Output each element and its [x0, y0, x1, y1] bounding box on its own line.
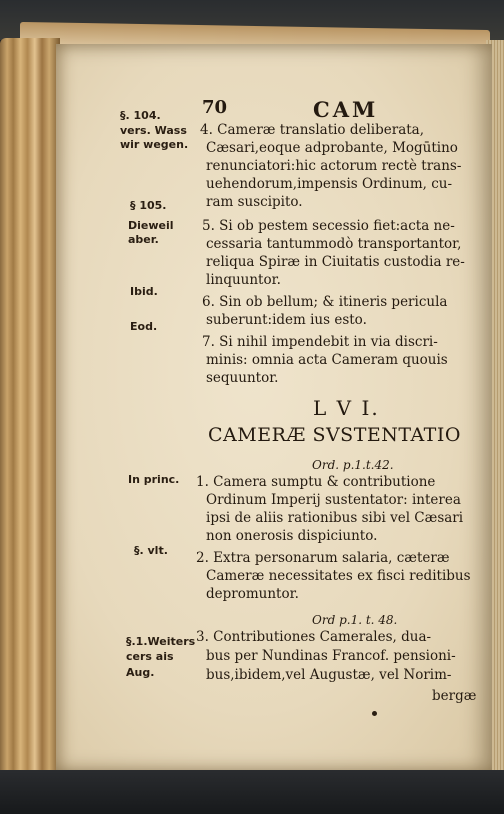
text-line: uehendorum,impensis Ordinum, cu- [206, 176, 453, 192]
text-line: 3. Contributiones Camerales, dua- [196, 629, 432, 645]
margin-note: In princ. [128, 473, 180, 486]
margin-note: §.1.Weiters [126, 635, 196, 648]
margin-note: vers. Wass [120, 124, 187, 137]
text-line: ram suscipito. [206, 194, 303, 210]
running-head: CAM [313, 97, 379, 122]
margin-note: §. 104. [120, 109, 161, 122]
text-line: suberunt:idem ius esto. [206, 312, 367, 328]
margin-note: aber. [128, 233, 159, 246]
text-line: depromuntor. [206, 586, 299, 602]
text-line: 5. Si ob pestem secessio fiet:acta ne- [202, 218, 455, 234]
margin-note: § 105. [130, 199, 167, 212]
margin-note: cers ais [126, 650, 174, 663]
text-line: sequuntor. [206, 370, 279, 386]
catchword: bergæ [432, 688, 477, 704]
section-title: CAMERÆ SVSTENTATIO [208, 424, 461, 446]
text-line: 4. Cameræ translatio deliberata, [200, 122, 425, 138]
ordinance-reference: Ord p.1. t. 48. [312, 613, 398, 627]
margin-note: Eod. [130, 320, 158, 333]
text-line: cessaria tantummodò transportantor, [206, 236, 462, 252]
book-spine [0, 38, 60, 780]
page-number: 70 [202, 97, 228, 118]
ink-mark [372, 711, 377, 716]
margin-note: Ibid. [130, 285, 158, 298]
text-line: 2. Extra personarum salaria, cæteræ [196, 550, 450, 566]
text-line: non onerosis dispiciunto. [206, 528, 378, 544]
margin-note: §. vlt. [134, 544, 168, 557]
text-line: Cæsari,eoque adprobante, Mogūtino [206, 140, 458, 156]
text-line: minis: omnia acta Cameram quouis [206, 352, 448, 368]
text-line: linquuntor. [206, 272, 281, 288]
margin-note: Aug. [126, 666, 155, 679]
margin-note: Dieweil [128, 219, 174, 232]
text-line: bus,ibidem,vel Augustæ, vel Norim- [206, 667, 452, 683]
text-line: reliqua Spiræ in Ciuitatis custodia re- [206, 254, 465, 270]
text-line: bus per Nundinas Francof. pensioni- [206, 648, 456, 664]
ordinance-reference: Ord. p.1.t.42. [312, 458, 394, 472]
text-line: Cameræ necessitates ex fisci reditibus [206, 568, 471, 584]
text-line: 7. Si nihil impendebit in via discri- [202, 334, 438, 350]
text-line: 1. Camera sumptu & contributione [196, 474, 436, 490]
text-line: 6. Sin ob bellum; & itineris pericula [202, 294, 448, 310]
text-line: renunciatori:hic actorum rectè trans- [206, 158, 462, 174]
margin-note: wir wegen. [120, 138, 189, 151]
desk-background-bottom [0, 770, 504, 814]
text-line: ipsi de aliis rationibus sibi vel Cæsari [206, 510, 464, 526]
text-line: Ordinum Imperij sustentator: interea [206, 492, 461, 508]
section-number: L V I. [313, 396, 380, 420]
